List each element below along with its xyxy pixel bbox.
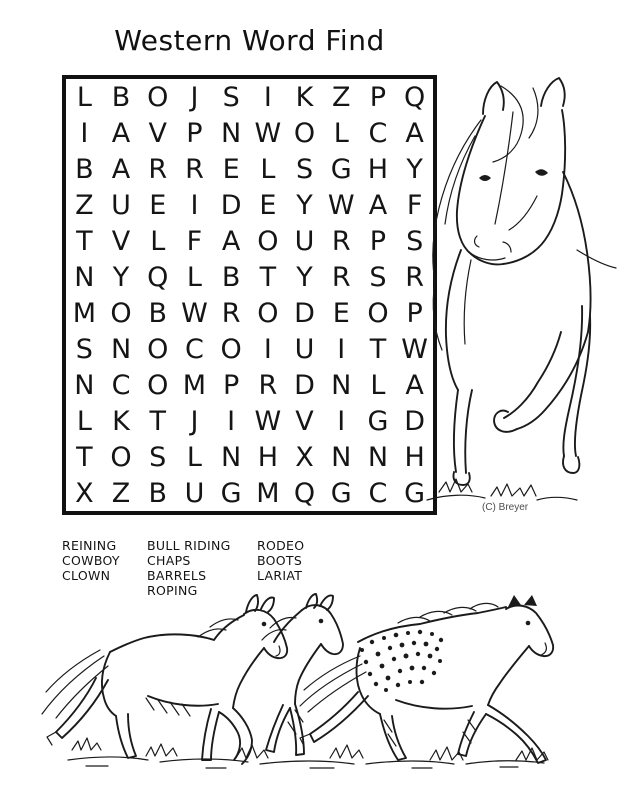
grid-cell: R: [185, 153, 204, 185]
grid-cell: O: [147, 81, 169, 113]
grid-cell: C: [368, 117, 388, 149]
grid-cell: O: [293, 117, 316, 149]
grid-cell: L: [186, 441, 202, 473]
grid-cell: N: [331, 441, 352, 473]
grid-cell: W: [254, 405, 282, 437]
grid-cell: O: [367, 297, 389, 329]
grid-cell: T: [369, 333, 387, 365]
grid-cell: Q: [293, 477, 316, 509]
grid-cell: C: [368, 477, 388, 509]
grid-cell: R: [331, 225, 351, 257]
grid-cell: I: [227, 405, 236, 437]
grid-cell: B: [111, 81, 131, 113]
grid-cell: Y: [112, 261, 130, 293]
word-list-column: [62, 538, 120, 583]
grid-cell: H: [257, 441, 278, 473]
grid-cell: W: [254, 117, 282, 149]
word-list-column: [147, 538, 231, 598]
grid-cell: G: [220, 477, 242, 509]
word-list-item: CLOWN: [62, 568, 111, 583]
grid-cell: N: [221, 117, 242, 149]
grid-cell: N: [221, 441, 242, 473]
grid-cell: T: [259, 261, 277, 293]
grid-cell: W: [181, 297, 208, 329]
grid-cell: P: [369, 225, 387, 257]
grid-cell: D: [220, 189, 242, 221]
word-list-item: BULL RIDING: [147, 538, 231, 553]
grid-cell: P: [186, 117, 203, 149]
grid-cell: Z: [331, 81, 351, 113]
grid-cell: Y: [406, 153, 423, 185]
grid-cell: U: [294, 225, 315, 257]
grid-cell: I: [190, 189, 199, 221]
grid-cell: E: [222, 153, 240, 185]
grid-cell: L: [370, 369, 386, 401]
grid-cell: V: [148, 117, 167, 149]
grid-cell: E: [259, 189, 277, 221]
grid-cell: S: [406, 225, 424, 257]
word-list-item: BARRELS: [147, 568, 207, 583]
grid-cell: O: [147, 369, 169, 401]
word-list-item: BOOTS: [257, 553, 303, 568]
grid-cell: A: [111, 153, 131, 185]
grid-cell: E: [332, 297, 350, 329]
grid-cell: S: [295, 153, 314, 185]
grid-cell: H: [367, 153, 389, 185]
word-list-item: REINING: [62, 538, 117, 553]
grid-cell: P: [223, 369, 240, 401]
grid-cell: V: [111, 225, 131, 257]
grid-cell: A: [111, 117, 131, 149]
grid-cell: M: [72, 297, 96, 329]
grid-cell: N: [74, 369, 95, 401]
word-list-column: [257, 538, 304, 583]
word-list-item: LARIAT: [257, 568, 303, 583]
grid-cell: Q: [404, 81, 426, 113]
grid-cell: Z: [111, 477, 131, 509]
grid-cell: S: [222, 81, 240, 113]
grid-cell: S: [149, 441, 167, 473]
grid-cell: T: [76, 225, 93, 257]
grid-cell: M: [256, 477, 280, 509]
grid-cell: Q: [147, 261, 169, 293]
grid-cell: W: [327, 189, 355, 221]
grid-cell: U: [184, 477, 205, 509]
grid-cell: F: [406, 189, 423, 221]
grid-cell: I: [263, 81, 272, 113]
grid-cell: T: [76, 441, 93, 473]
grid-cell: J: [190, 81, 199, 113]
grid-cell: D: [294, 297, 315, 329]
grid-cell: W: [401, 333, 428, 365]
grid-cell: P: [406, 297, 423, 329]
grid-cell: F: [186, 225, 203, 257]
grid-cell: R: [405, 261, 425, 293]
grid-cell: U: [294, 333, 315, 365]
grid-cell: R: [221, 297, 241, 329]
grid-cell: S: [75, 333, 93, 365]
grid-cell: S: [369, 261, 387, 293]
word-search-grid: [62, 75, 437, 515]
galloping-horses-icon: [0, 590, 618, 780]
grid-cell: D: [294, 369, 315, 401]
grid-cell: L: [186, 261, 202, 293]
grid-cell: L: [260, 153, 276, 185]
grid-cell: L: [76, 405, 92, 437]
grid-cell: X: [295, 441, 314, 473]
grid-cell: N: [331, 369, 352, 401]
grid-cell: P: [369, 81, 387, 113]
grid-cell: O: [257, 225, 279, 257]
grid-cell: B: [75, 153, 94, 185]
grid-cell: B: [221, 261, 241, 293]
grid-cell: O: [147, 333, 169, 365]
standing-horse-icon: [425, 76, 618, 518]
grid-cell: R: [258, 369, 278, 401]
grid-cell: N: [110, 333, 132, 365]
grid-cell: H: [404, 441, 425, 473]
grid-cell: I: [337, 405, 346, 437]
grid-cell: T: [149, 405, 166, 437]
copyright-credit: (C) Breyer: [482, 502, 529, 513]
grid-cell: G: [367, 405, 389, 437]
grid-cell: E: [149, 189, 167, 221]
grid-cell: G: [404, 477, 426, 509]
grid-cell: G: [330, 477, 352, 509]
word-list-item: RODEO: [257, 538, 305, 553]
grid-cell: L: [150, 225, 166, 257]
grid-cell: D: [404, 405, 426, 437]
grid-cell: K: [112, 405, 130, 437]
grid-cell: Z: [75, 189, 94, 221]
grid-cell: A: [405, 369, 424, 401]
grid-cell: I: [263, 333, 272, 365]
word-list-item: ROPING: [147, 583, 198, 598]
grid-cell: L: [333, 117, 349, 149]
grid-cell: B: [148, 477, 167, 509]
grid-cell: O: [220, 333, 242, 365]
grid-cell: I: [337, 333, 346, 365]
grid-cell: K: [295, 81, 314, 113]
grid-cell: A: [405, 117, 424, 149]
grid-cell: N: [74, 261, 95, 293]
grid-cell: A: [221, 225, 241, 257]
grid-cell: Y: [296, 189, 313, 221]
grid-cell: C: [185, 333, 204, 365]
grid-cell: U: [111, 189, 131, 221]
grid-cell: N: [367, 441, 389, 473]
grid-cell: L: [76, 81, 92, 113]
grid-cell: Y: [296, 261, 313, 293]
grid-cell: O: [110, 441, 132, 473]
grid-cell: O: [257, 297, 279, 329]
word-list-item: CHAPS: [147, 553, 191, 568]
word-list-item: COWBOY: [62, 553, 120, 568]
grid-cell: R: [331, 261, 351, 293]
grid-cell: C: [111, 369, 131, 401]
grid-cell: V: [295, 405, 314, 437]
grid-cell: A: [368, 189, 388, 221]
grid-cell: J: [190, 405, 199, 437]
grid-cell: G: [330, 153, 352, 185]
grid-cell: R: [148, 153, 168, 185]
grid-cell: M: [182, 369, 207, 401]
grid-cell: I: [80, 117, 89, 149]
grid-cell: B: [148, 297, 167, 329]
grid-cell: X: [75, 477, 94, 509]
grid-cell: O: [110, 297, 132, 329]
page-title: Western Word Find: [114, 24, 385, 57]
